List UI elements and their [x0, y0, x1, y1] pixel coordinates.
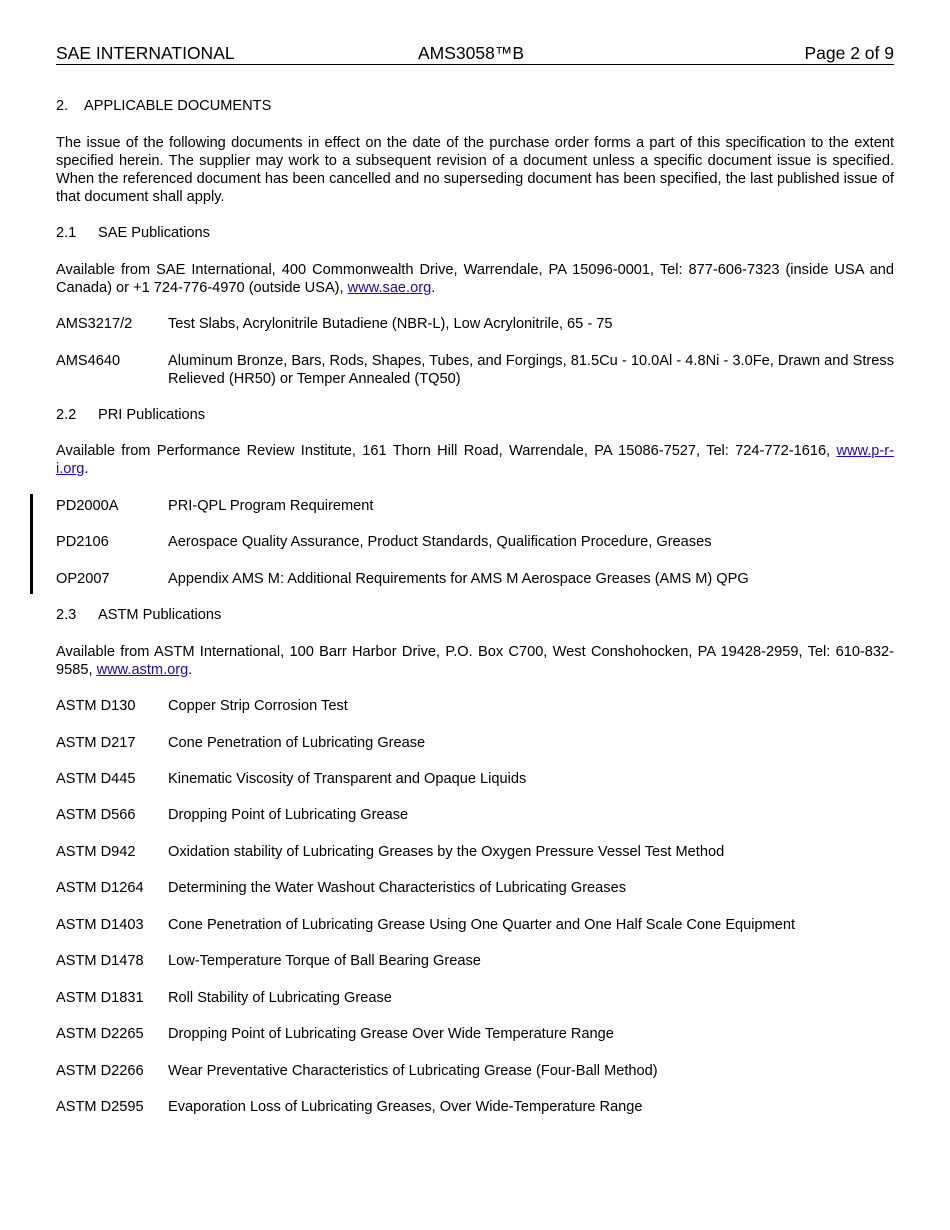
reference-title: Evaporation Loss of Lubricating Greases, Over Wide-Temperature Range	[168, 1099, 643, 1115]
page-header	[56, 42, 894, 65]
reference-title: Copper Strip Corrosion Test	[168, 698, 348, 714]
subsection-heading-sae	[56, 224, 894, 242]
section-heading-applicable-documents	[56, 97, 894, 115]
header-org: SAE INTERNATIONAL	[56, 43, 235, 63]
reference-title: Kinematic Viscosity of Transparent and Opaque Liquids	[168, 771, 527, 787]
subsection-title: PRI Publications	[98, 407, 206, 423]
reference-title: Determining the Water Washout Characteristics of Lubricating Greases	[168, 880, 626, 896]
sae-website-link[interactable]: www.sae.org	[347, 280, 432, 296]
reference-title: Dropping Point of Lubricating Grease	[168, 807, 409, 823]
reference-code: ASTM D2266	[56, 1063, 144, 1079]
reference-title: Cone Penetration of Lubricating Grease Using One Quarter and One Half Scale Cone Equipment	[168, 917, 796, 933]
subsection-number: 2.3	[56, 607, 77, 623]
section-number: 2.	[56, 98, 69, 114]
reference-code: ASTM D1264	[56, 880, 144, 896]
pri-website-link[interactable]: www.p-r-i.org	[56, 443, 894, 477]
section-title: APPLICABLE DOCUMENTS	[84, 98, 272, 114]
reference-code: ASTM D566	[56, 807, 136, 823]
subsection-number: 2.2	[56, 407, 77, 423]
reference-code: AMS3217/2	[56, 316, 133, 332]
subsection-title: ASTM Publications	[98, 607, 222, 623]
availability-text: Available from SAE International, 400 Commonwealth Drive, Warrendale, PA 15096-0001, Tel: 877-606-7323 (inside USA and Canada) or +1 724-776-4970 (outside USA),	[56, 262, 894, 296]
availability-trailing: .	[431, 280, 436, 296]
header-doc-id: AMS3058™B	[418, 43, 525, 63]
reference-code: ASTM D2595	[56, 1099, 144, 1115]
reference-code: PD2000A	[56, 498, 119, 514]
availability-trailing: .	[84, 461, 89, 477]
pri-availability-paragraph	[56, 442, 894, 478]
reference-title: Roll Stability of Lubricating Grease	[168, 990, 392, 1006]
reference-code: ASTM D1831	[56, 990, 144, 1006]
reference-title: Low-Temperature Torque of Ball Bearing Grease	[168, 953, 481, 969]
revision-change-bar	[30, 494, 33, 594]
reference-code: ASTM D1478	[56, 953, 144, 969]
reference-code: ASTM D942	[56, 844, 136, 860]
reference-title: Oxidation stability of Lubricating Greases by the Oxygen Pressure Vessel Test Method	[168, 844, 725, 860]
reference-code: ASTM D217	[56, 735, 136, 751]
reference-title: Cone Penetration of Lubricating Grease	[168, 735, 426, 751]
subsection-title: SAE Publications	[98, 225, 210, 241]
availability-text: Available from ASTM International, 100 Barr Harbor Drive, P.O. Box C700, West Conshohocken, PA 19428-2959, Tel: 610-832-9585,	[56, 644, 894, 678]
astm-website-link[interactable]: www.astm.org	[96, 662, 189, 678]
reference-code: ASTM D2265	[56, 1026, 144, 1042]
reference-title: Aluminum Bronze, Bars, Rods, Shapes, Tubes, and Forgings, 81.5Cu - 10.0Al - 4.8Ni - 3.0Fe, Drawn and Stress Relieved (HR50) or Temper Annealed (TQ50)	[168, 353, 894, 387]
subsection-number: 2.1	[56, 225, 77, 241]
sae-availability-paragraph	[56, 261, 894, 297]
availability-trailing: .	[188, 662, 193, 678]
reference-code: ASTM D130	[56, 698, 136, 714]
reference-title: Wear Preventative Characteristics of Lubricating Grease (Four-Ball Method)	[168, 1063, 658, 1079]
reference-title: Test Slabs, Acrylonitrile Butadiene (NBR-L), Low Acrylonitrile, 65 - 75	[168, 316, 613, 332]
subsection-heading-pri	[56, 406, 894, 424]
reference-title: Aerospace Quality Assurance, Product Standards, Qualification Procedure, Greases	[168, 534, 712, 550]
reference-code: PD2106	[56, 534, 109, 550]
reference-code: ASTM D1403	[56, 917, 144, 933]
reference-title: PRI-QPL Program Requirement	[168, 498, 374, 514]
reference-code: ASTM D445	[56, 771, 136, 787]
section-intro-paragraph: The issue of the following documents in effect on the date of the purchase order forms a part of this specification to the extent specified herein. The supplier may work to a subsequent revision of a document unless a specific document issue is specified. When the referenced document has been cancelled and no superseding document has been specified, the last published issue of that document shall apply.	[56, 135, 894, 205]
availability-text: Available from Performance Review Institute, 161 Thorn Hill Road, Warrendale, PA 15086-7527, Tel: 724-772-1616,	[56, 443, 837, 459]
header-page-number: Page 2 of 9	[804, 43, 894, 63]
reference-code: OP2007	[56, 571, 110, 587]
reference-title: Dropping Point of Lubricating Grease Over Wide Temperature Range	[168, 1026, 614, 1042]
reference-code: AMS4640	[56, 353, 121, 369]
subsection-heading-astm	[56, 606, 894, 624]
astm-availability-paragraph	[56, 643, 894, 679]
reference-title: Appendix AMS M: Additional Requirements for AMS M Aerospace Greases (AMS M) QPG	[168, 571, 749, 587]
